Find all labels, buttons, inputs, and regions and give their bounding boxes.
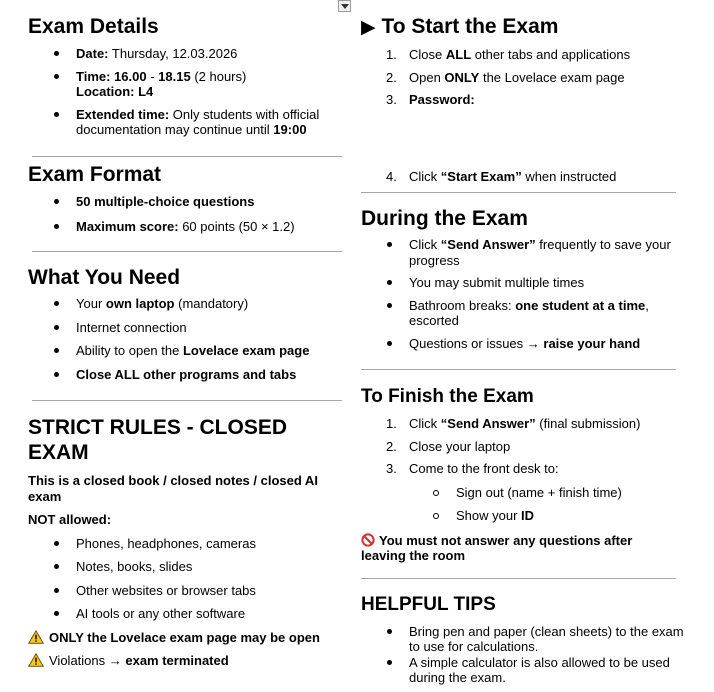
list-item: You may submit multiple times bbox=[361, 275, 681, 291]
list-item: 1. Click “Send Answer” (final submission) bbox=[386, 416, 641, 431]
during-exam-list bbox=[361, 237, 681, 351]
list-item: Ability to open the Lovelace exam page bbox=[28, 343, 348, 359]
start-exam-list bbox=[361, 47, 681, 184]
list-item: 3. Come to the front desk to: bbox=[386, 461, 559, 476]
not-allowed-label: NOT allowed: bbox=[28, 512, 112, 527]
prohibited-icon bbox=[361, 533, 375, 547]
list-item: Close ALL other programs and tabs bbox=[28, 367, 348, 383]
list-item: Time: 16.00 - 18.15 (2 hours) Location: L4 bbox=[28, 69, 348, 100]
list-item: Click “Send Answer” frequently to save your progress bbox=[361, 237, 679, 268]
divider bbox=[361, 369, 676, 370]
helpful-tips-list bbox=[361, 624, 684, 685]
list-item: 4. Click “Start Exam” when instructed bbox=[386, 168, 617, 184]
list-item: Other websites or browser tabs bbox=[28, 583, 348, 599]
list-item: Internet connection bbox=[28, 320, 348, 336]
list-item: 3. Password: bbox=[386, 92, 475, 107]
strict-rules-section bbox=[28, 415, 348, 669]
dropdown-toggle-button[interactable] bbox=[338, 0, 351, 12]
play-arrow-icon: ▶ bbox=[361, 17, 376, 38]
list-item: Bathroom breaks: one student at a time, escorted bbox=[361, 298, 664, 329]
list-item: Sign out (name + finish time) bbox=[361, 485, 681, 501]
list-item: 2. Close your laptop bbox=[386, 438, 511, 454]
list-item: 1. Close ALL other tabs and applications bbox=[386, 47, 631, 62]
list-item: Show your ID bbox=[361, 508, 681, 524]
exam-details-section bbox=[28, 14, 348, 138]
finish-exam-list bbox=[361, 416, 681, 477]
exam-details-list bbox=[28, 46, 348, 138]
list-item: A simple calculator is also allowed to be used during the exam. bbox=[361, 655, 689, 685]
helpful-tips-heading: HELPFUL TIPS bbox=[361, 594, 496, 615]
list-item: Phones, headphones, cameras bbox=[28, 536, 348, 552]
list-item: AI tools or any other software bbox=[28, 606, 348, 622]
list-item: Extended time: Only students with official documentation may continue until 19:00 bbox=[28, 107, 348, 138]
warning-line: Violations → exam terminated bbox=[28, 653, 348, 669]
divider bbox=[361, 192, 676, 193]
strict-rules-heading: STRICT RULES - CLOSED EXAM bbox=[28, 416, 288, 464]
exam-format-heading: Exam Format bbox=[28, 163, 162, 186]
start-exam-heading: ▶ To Start the Exam bbox=[361, 15, 559, 38]
list-item: Your own laptop (mandatory) bbox=[28, 296, 348, 312]
divider bbox=[32, 251, 342, 252]
start-exam-section bbox=[361, 14, 681, 184]
helpful-tips-section bbox=[361, 592, 684, 685]
exam-format-list bbox=[28, 194, 348, 234]
divider bbox=[32, 400, 342, 401]
list-item: Notes, books, slides bbox=[28, 559, 348, 575]
during-exam-section bbox=[361, 206, 681, 351]
no-answer-warning: You must not answer any questions after leaving the room bbox=[361, 532, 633, 563]
list-item: 2. Open ONLY the Lovelace exam page bbox=[386, 69, 625, 85]
front-desk-sublist bbox=[361, 485, 681, 524]
not-allowed-list bbox=[28, 536, 348, 622]
divider bbox=[32, 156, 342, 157]
exam-format-section bbox=[28, 162, 348, 234]
list-item: Maximum score: 60 points (50 × 1.2) bbox=[28, 219, 348, 235]
closed-book-note: This is a closed book / closed notes / closed AI exam bbox=[28, 473, 318, 504]
list-item: Date: Thursday, 12.03.2026 bbox=[28, 46, 348, 62]
finish-exam-heading: To Finish the Exam bbox=[361, 386, 534, 407]
warning-icon bbox=[28, 653, 44, 667]
during-exam-heading: During the Exam bbox=[361, 207, 528, 230]
exam-details-heading: Exam Details bbox=[28, 15, 159, 38]
finish-exam-section bbox=[361, 384, 681, 564]
warning-icon bbox=[28, 630, 44, 644]
what-you-need-heading: What You Need bbox=[28, 266, 181, 289]
divider bbox=[361, 578, 676, 579]
list-item: Questions or issues → raise your hand bbox=[361, 336, 681, 352]
what-you-need-list bbox=[28, 296, 348, 382]
what-you-need-section bbox=[28, 265, 348, 382]
list-item: Bring pen and paper (clean sheets) to the exam to use for calculations. bbox=[361, 624, 684, 654]
warning-line: ONLY the Lovelace exam page may be open bbox=[28, 630, 348, 646]
list-item: 50 multiple-choice questions bbox=[28, 194, 348, 210]
